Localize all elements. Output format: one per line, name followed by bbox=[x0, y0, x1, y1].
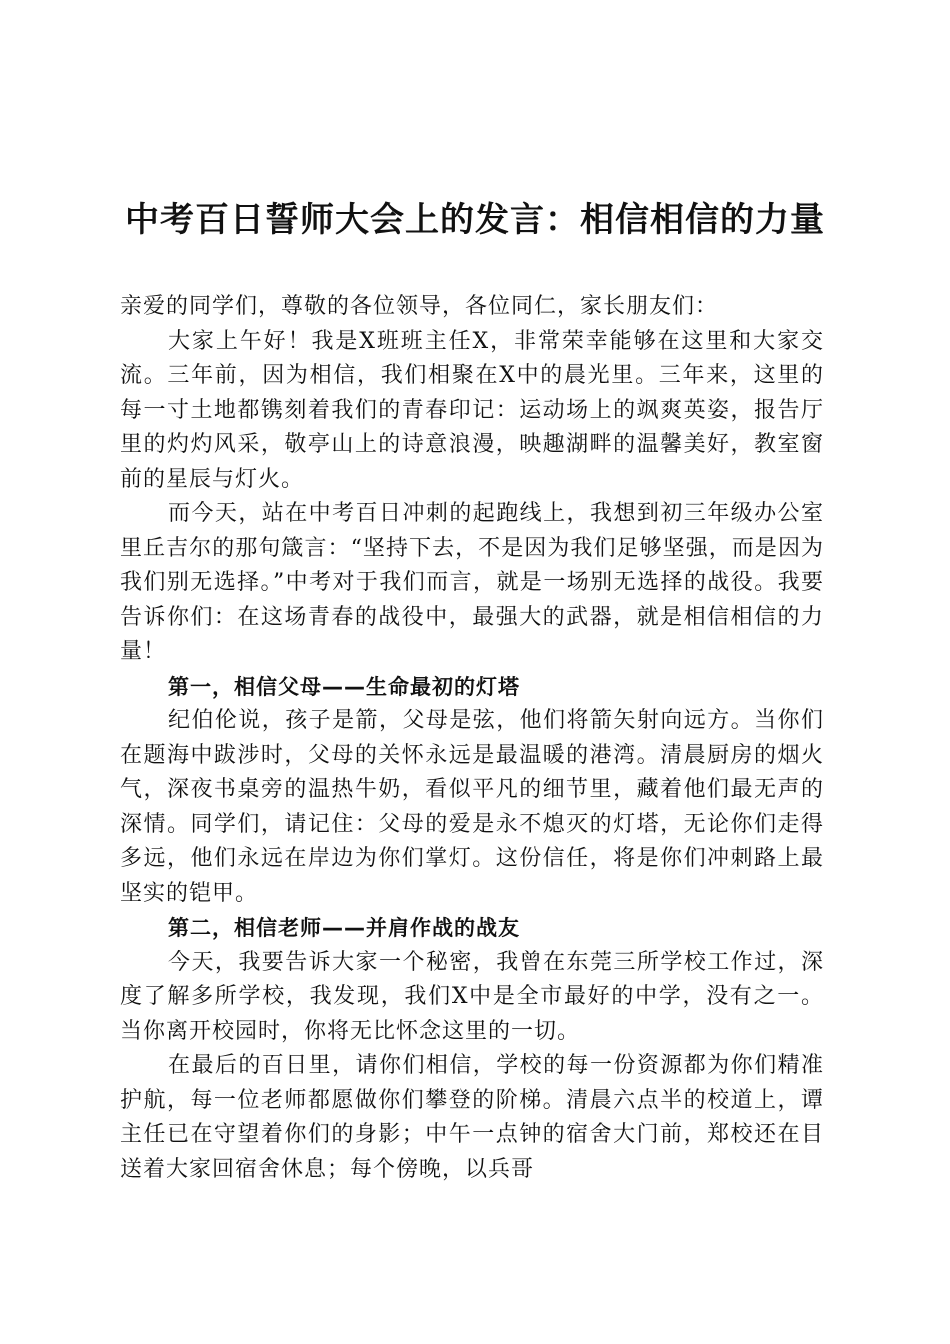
document-title: 中考百日誓师大会上的发言：相信相信的力量 bbox=[125, 200, 825, 240]
salutation: 亲爱的同学们，尊敬的各位领导，各位同仁，家长朋友们： bbox=[120, 294, 719, 319]
paragraph-intro: 而今天，站在中考百日冲刺的起跑线上，我想到初三年级办公室里丘吉尔的那句箴言：“坚持下去，不是因为我们足够坚强，而是因为我们别无选择。”中考对于我们而言，就是一场别无选择的战役。我要告诉你们：在这场青春的战役中，最强大的武器，就是相信相信的力量！ bbox=[120, 501, 824, 664]
paragraph-parents: 纪伯伦说，孩子是箭，父母是弦，他们将箭矢射向远方。当你们在题海中跋涉时，父母的关怀永远是最温暖的港湾。清晨厨房的烟火气，深夜书桌旁的温热牛奶，看似平凡的细节里，藏着他们最无声的深情。同学们，请记住：父母的爱是永不熄灭的灯塔，无论你们走得多远，他们永远在岸边为你们掌灯。这份信任，将是你们冲刺路上最坚实的铠甲。 bbox=[120, 708, 824, 906]
document-body bbox=[120, 290, 824, 1187]
section-heading-teachers: 第二，相信老师——并肩作战的战友 bbox=[168, 916, 520, 940]
paragraph-teachers-secret: 今天，我要告诉大家一个秘密，我曾在东莞三所学校工作过，深度了解多所学校，我发现，我们X中是全市最好的中学，没有之一。当你离开校园时，你将无比怀念这里的一切。 bbox=[120, 949, 824, 1044]
paragraph-teachers-final: 在最后的百日里，请你们相信，学校的每一份资源都为你们精准护航，每一位老师都愿做你们攀登的阶梯。清晨六点半的校道上，谭主任已在守望着你们的身影；中午一点钟的宿舍大门前，郑校还在目送着大家回宿舍休息；每个傍晚，以兵哥 bbox=[120, 1053, 824, 1182]
section-heading-parents: 第一，相信父母——生命最初的灯塔 bbox=[168, 674, 520, 699]
paragraph-greeting: 大家上午好！我是X班班主任X，非常荣幸能够在这里和大家交流。三年前，因为相信，我们相聚在X中的晨光里。三年来，这里的每一寸土地都镌刻着我们的青春印记：运动场上的飒爽英姿，报告厅里的灼灼风采，敬亭山上的诗意浪漫，映趣湖畔的温馨美好，教室窗前的星辰与灯火。 bbox=[120, 328, 824, 492]
